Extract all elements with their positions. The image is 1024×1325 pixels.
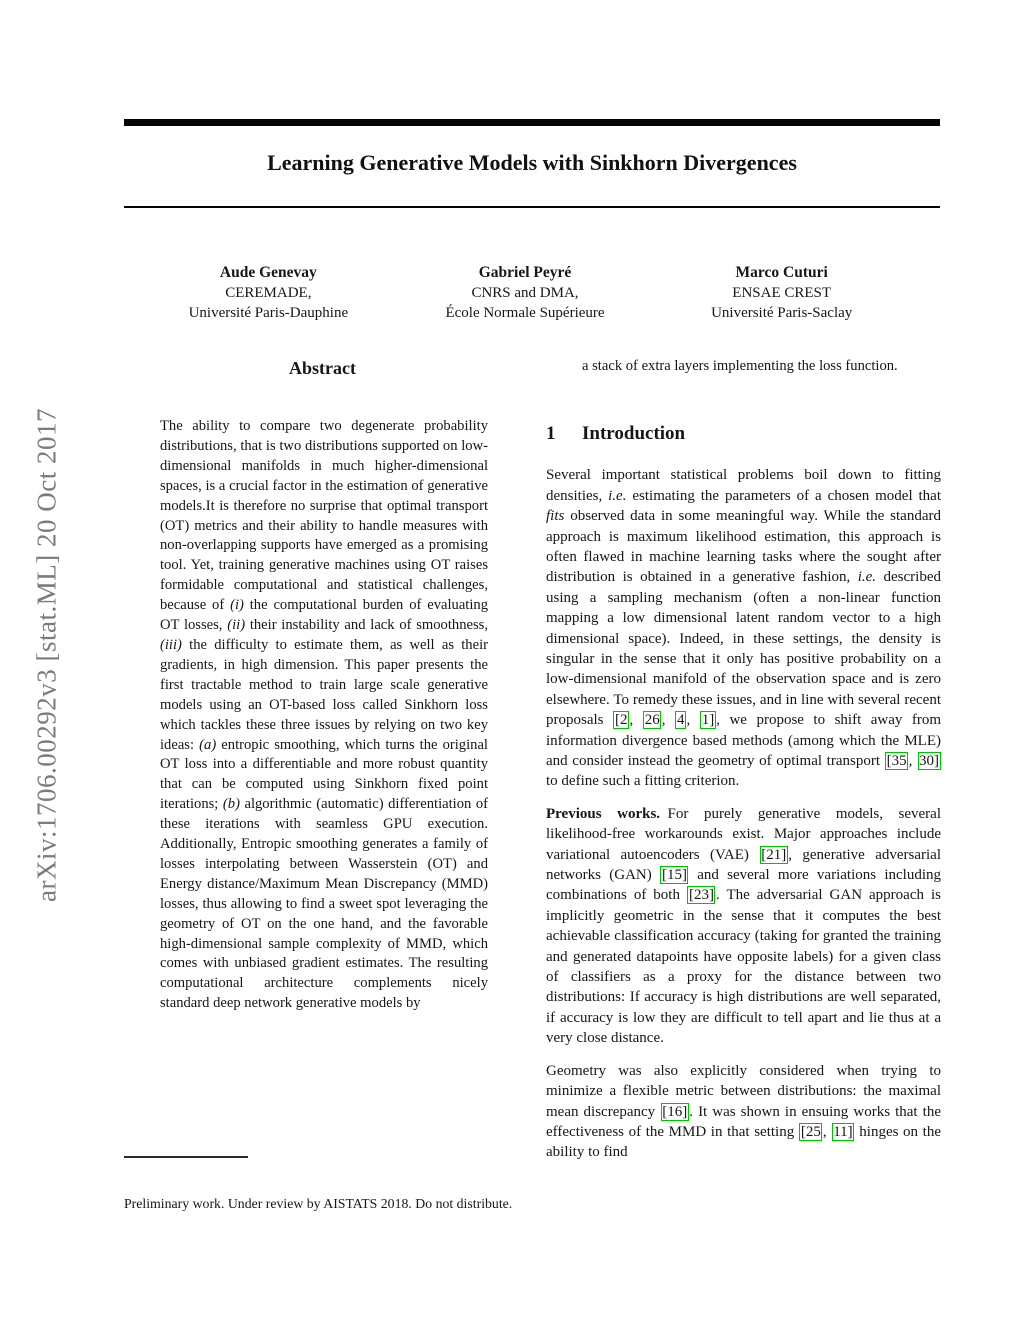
section-title: Introduction bbox=[582, 422, 686, 444]
geometry-paragraph: Geometry was also explicitly considered when trying to minimize a flexible metric between distributions: the maximal mean discrepancy [16] . It was shown in ensuing works that the effectiveness of the MMD in that setting [25 , 11] hinges on the ability to find bbox=[546, 1062, 941, 1161]
citation-link[interactable]: [15] bbox=[661, 867, 687, 884]
title-divider-rule bbox=[124, 206, 940, 208]
citation-link[interactable]: [16] bbox=[662, 1103, 688, 1120]
author-affiliation-line: CEREMADE, bbox=[225, 285, 312, 301]
italic-text: i.e. bbox=[857, 569, 877, 586]
author-2 bbox=[397, 262, 654, 323]
paragraph-run-in-heading: Previous works. bbox=[546, 805, 661, 822]
italic-text: (b) bbox=[222, 796, 240, 813]
arxiv-stamp: arXiv:1706.00292v3 [stat.ML] 20 Oct 2017 bbox=[31, 408, 62, 902]
author-affiliation-line: École Normale Supérieure bbox=[445, 305, 605, 321]
italic-text: (i) bbox=[230, 597, 244, 614]
footnote-text: Preliminary work. Under review by AISTATS 2018. Do not distribute. bbox=[124, 1196, 513, 1211]
top-rule-bar bbox=[124, 119, 940, 126]
author-1 bbox=[140, 262, 397, 323]
italic-text: (a) bbox=[199, 736, 217, 753]
author-block bbox=[140, 262, 910, 323]
citation-link[interactable]: [25 bbox=[800, 1123, 821, 1140]
citation-link[interactable]: 11] bbox=[833, 1123, 853, 1140]
citation-link[interactable]: 26 bbox=[644, 712, 660, 729]
intro-paragraph-1: Several important statistical problems boil down to fitting densities, i.e. estimating the parameters of a chosen model that fits observed data in some meaningful way. While the standard approach is maximum likelihood estimation, this approach is often flawed in machine learning tasks where the sought after distribution is obtained in a generative fashion, i.e. described using a sampling mechanism (often a non-linear function mapping a low dimensional latent random vector to a high dimensional space). Indeed, in these settings, the density is singular in the sense that it only has positive probability on a low-dimensional manifold of the observation space and is zero elsewhere. To remedy these issues, and in line with several recent proposals [2 , 26 , 4 , 1] , we propose to shift away from information divergence based methods (among which the MLE) and consider instead the geometry of optimal transport [35 , 30] to define such a fitting criterion. bbox=[546, 467, 942, 790]
previous-works-paragraph: Previous works. For purely generative models, several likelihood-free workarounds exist. Major approaches include variational autoencoders (VAE) [21] , generative adversarial networks (GAN) [15] and several more variations including combinations of both [23] . The adversarial GAN approach is implicitly geometric in the sense that it computes the best achievable classification accuracy (taking for granted the training and generated datapoints have opposite labels) for a given class of classifiers as a proxy for the distance between two distributions: If accuracy is high distributions are well separated, if accuracy is low they are difficult to tell apart and lie thus at a very close distance. bbox=[546, 805, 942, 1047]
right-column bbox=[546, 357, 941, 1163]
section-heading-introduction bbox=[546, 424, 941, 444]
italic-text: (iii) bbox=[160, 636, 182, 653]
citation-link[interactable]: [35 bbox=[886, 753, 907, 769]
citation-link[interactable]: 1] bbox=[701, 712, 715, 729]
citation-link[interactable]: 30] bbox=[919, 753, 940, 769]
author-3 bbox=[653, 262, 910, 323]
author-affiliation-line: Université Paris-Saclay bbox=[711, 305, 853, 321]
author-name: Gabriel Peyré bbox=[478, 264, 572, 281]
abstract-text: The ability to compare two degenerate probability distributions, that is two distributions supported on low-dimensional manifolds in much higher-dimensional spaces, is a crucial factor in the estimation of generative models.It is therefore no surprise that optimal transport (OT) metrics and their ability to handle measures with non-overlapping supports have emerged as a promising tool. Yet, training generative machines using OT raises formidable computational and statistical challenges, because of (i) the computational burden of evaluating OT losses, (ii) their instability and lack of smoothness, (iii) the difficulty to estimate them, as well as their gradients, in high dimension. This paper presents the first tractable method to train large scale generative models using an OT-based loss called Sinkhorn loss which tackles these three issues by relying on two key ideas: (a) entropic smoothing, which turns the original OT loss into a differentiable and more robust quantity that can be computed using Sinkhorn fixed point iterations; (b) algorithmic (automatic) differentiation of these iterations with seamless GPU execution. Additionally, Entropic smoothing generates a family of losses interpolating between Wasserstein (OT) and Energy distance/Maximum Mean Discrepancy (MMD) losses, thus allowing to find a sweet spot leveraging the geometry of OT on the one hand, and the favorable high-dimensional sample complexity of MMD, which comes with unbiased gradient estimates. The resulting computational architecture complements nicely standard deep network generative models by bbox=[160, 418, 489, 1012]
italic-text: fits bbox=[546, 508, 565, 525]
citation-link[interactable]: [2 bbox=[614, 712, 628, 729]
author-affiliation-line: CNRS and DMA, bbox=[471, 285, 579, 301]
italic-text: i.e. bbox=[608, 487, 627, 504]
italic-text: (ii) bbox=[227, 617, 246, 634]
paper-title: Learning Generative Models with Sinkhorn Divergences bbox=[267, 150, 797, 175]
author-affiliation-line: ENSAE CREST bbox=[732, 285, 832, 301]
author-affiliation-line: Université Paris-Dauphine bbox=[188, 305, 349, 321]
author-name: Aude Genevay bbox=[219, 264, 317, 281]
citation-link[interactable]: [21] bbox=[761, 846, 787, 863]
abstract-heading: Abstract bbox=[289, 358, 356, 378]
citation-link[interactable]: 4 bbox=[676, 712, 685, 729]
author-name: Marco Cuturi bbox=[735, 264, 828, 281]
abstract-continuation: a stack of extra layers implementing the loss function. bbox=[582, 358, 898, 374]
footnote-rule bbox=[124, 1156, 248, 1158]
citation-link[interactable]: [23] bbox=[688, 887, 714, 904]
section-number: 1 bbox=[546, 422, 556, 444]
